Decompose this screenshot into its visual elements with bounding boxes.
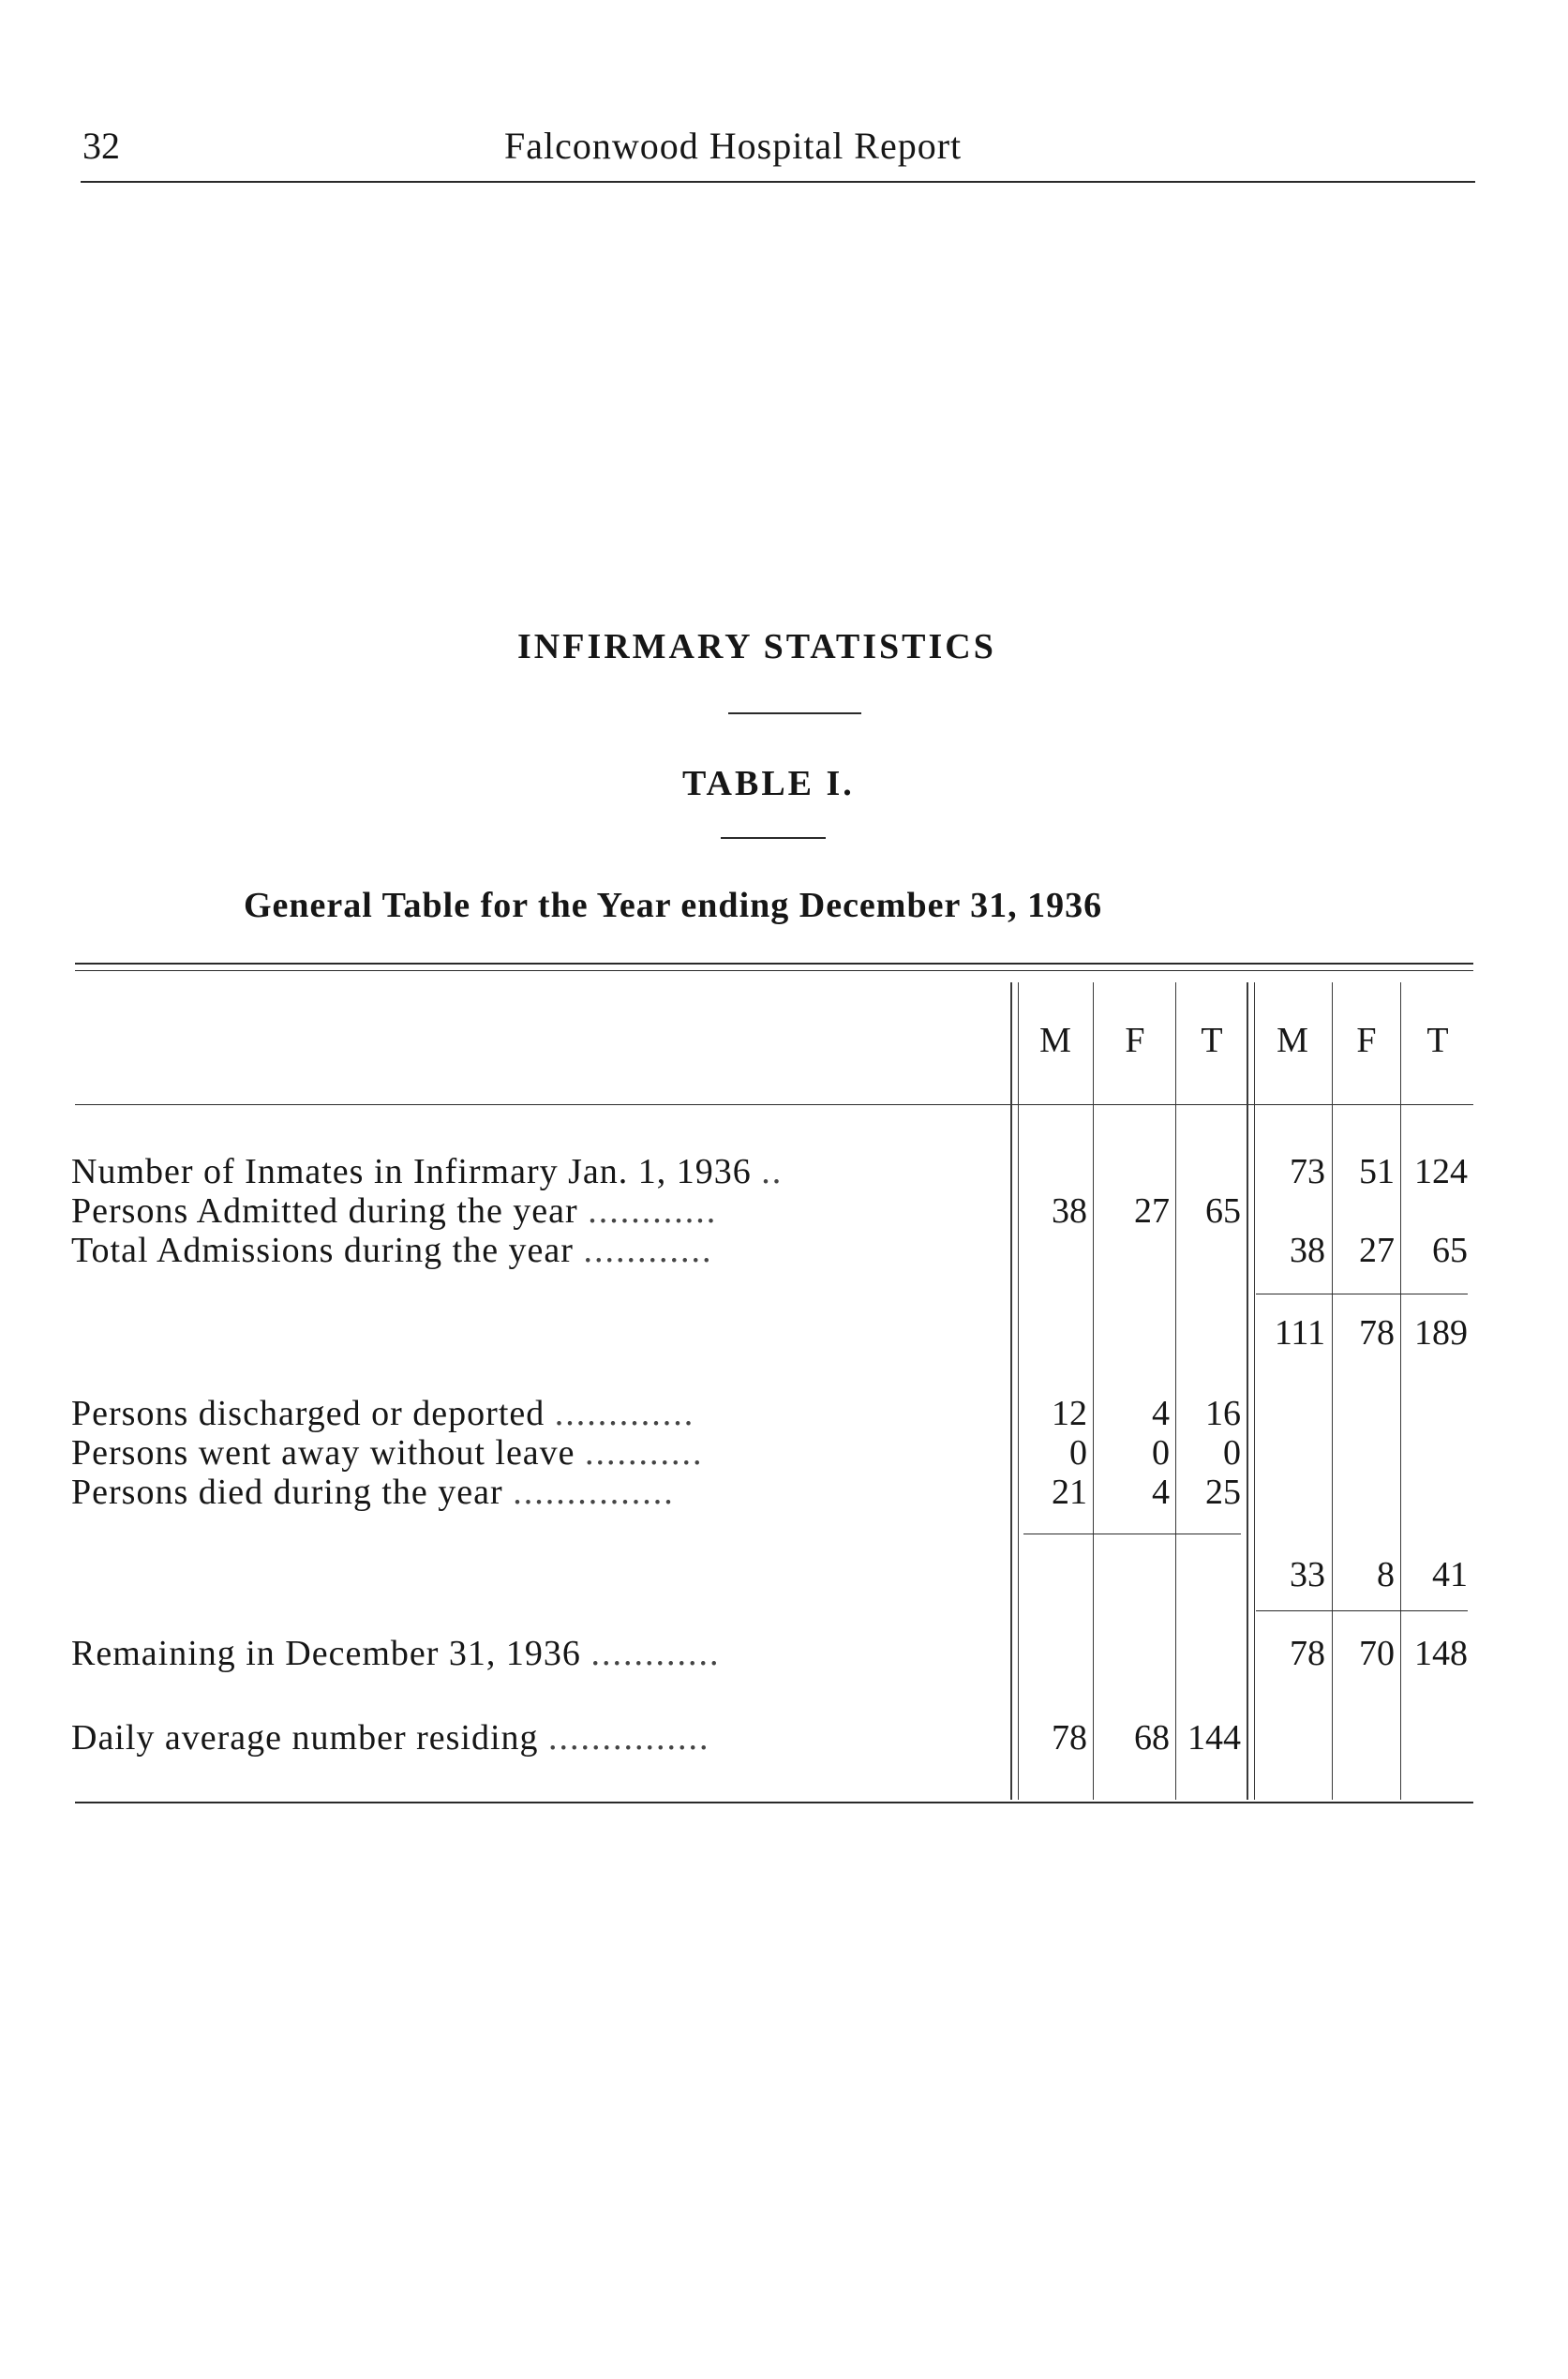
row-label-died — [71, 1472, 675, 1513]
row-label-text: Number of Inmates in Infirmary Jan. 1, 1936 — [71, 1152, 752, 1191]
column-header-m: M — [1039, 1021, 1071, 1060]
column-rule-m2-f2 — [1332, 982, 1333, 1800]
table-title: TABLE I. — [682, 764, 855, 803]
cell-inmates-t: 124 — [1414, 1152, 1468, 1191]
cell-remaining-f: 70 — [1359, 1634, 1395, 1673]
cell-admitted-m: 38 — [1052, 1191, 1087, 1231]
column-rule-f-t — [1175, 982, 1176, 1800]
table-bottom-rule — [75, 1802, 1473, 1803]
row-label-discharged — [71, 1393, 694, 1434]
cell-inmates-m: 73 — [1290, 1152, 1325, 1191]
row-label-text: Total Admissions during the year — [71, 1231, 574, 1270]
table-top-rule — [75, 963, 1473, 965]
leader-dots: ............ — [590, 1634, 721, 1673]
label-column-rule-double — [1018, 982, 1019, 1800]
cell-went-away-t: 0 — [1223, 1433, 1241, 1473]
section-title: INFIRMARY STATISTICS — [517, 627, 996, 666]
table-subtitle: General Table for the Year ending December 31, 1936 — [244, 886, 1103, 925]
running-title: Falconwood Hospital Report — [504, 125, 963, 167]
leader-dots: ............ — [588, 1191, 718, 1231]
cell-died-t: 25 — [1205, 1473, 1241, 1512]
column-header-m: M — [1277, 1021, 1308, 1060]
page-number: 32 — [82, 125, 120, 167]
header-bottom-rule — [75, 1104, 1473, 1105]
column-header-t: T — [1201, 1021, 1223, 1060]
cell-subtotal1-f: 78 — [1359, 1313, 1395, 1353]
cell-discharged-f: 4 — [1152, 1394, 1170, 1433]
title-rule-2 — [721, 837, 826, 839]
column-rule-m-f — [1093, 982, 1094, 1800]
column-rule-f2-t2 — [1400, 982, 1401, 1800]
header-rule — [81, 181, 1475, 183]
row-label-text: Remaining in December 31, 1936 — [71, 1634, 581, 1673]
row-label-remaining — [71, 1633, 720, 1674]
column-header-f: F — [1356, 1021, 1377, 1060]
row-label-text: Persons died during the year — [71, 1473, 503, 1512]
column-header-t: T — [1426, 1021, 1449, 1060]
cell-discharged-t: 16 — [1205, 1394, 1241, 1433]
cell-subtotal2-m: 33 — [1290, 1555, 1325, 1594]
row-label-inmates-jan — [71, 1151, 783, 1192]
row-label-total-admissions — [71, 1230, 712, 1271]
cell-inmates-f: 51 — [1359, 1152, 1395, 1191]
column-header-f: F — [1125, 1021, 1145, 1060]
cell-remaining-t: 148 — [1414, 1634, 1468, 1673]
cell-discharged-m: 12 — [1052, 1394, 1087, 1433]
row-label-text: Persons Admitted during the year — [71, 1191, 578, 1231]
leader-dots: ............. — [554, 1394, 695, 1433]
leader-dots: ............ — [583, 1231, 713, 1270]
cell-went-away-m: 0 — [1069, 1433, 1087, 1473]
cell-died-m: 21 — [1052, 1473, 1087, 1512]
cell-admitted-f: 27 — [1134, 1191, 1170, 1231]
cell-went-away-f: 0 — [1152, 1433, 1170, 1473]
subtotal-rule-3 — [1256, 1610, 1468, 1611]
row-label-admitted — [71, 1190, 717, 1232]
cell-daily-average-t: 144 — [1187, 1718, 1241, 1758]
cell-remaining-m: 78 — [1290, 1634, 1325, 1673]
title-rule-1 — [728, 712, 861, 714]
group-rule — [1247, 982, 1248, 1800]
label-column-rule — [1010, 982, 1012, 1800]
cell-subtotal1-t: 189 — [1414, 1313, 1468, 1353]
leader-dots: ............... — [548, 1718, 710, 1758]
cell-total-admissions-m: 38 — [1290, 1231, 1325, 1270]
cell-total-admissions-t: 65 — [1432, 1231, 1468, 1270]
leader-dots: ........... — [585, 1433, 704, 1473]
table-top-rule-double — [75, 970, 1473, 971]
cell-died-f: 4 — [1152, 1473, 1170, 1512]
row-label-daily-average — [71, 1717, 710, 1758]
cell-daily-average-m: 78 — [1052, 1718, 1087, 1758]
cell-subtotal2-f: 8 — [1377, 1555, 1395, 1594]
leader-dots: .. — [761, 1152, 784, 1191]
cell-subtotal1-m: 111 — [1274, 1313, 1325, 1353]
row-label-text: Daily average number residing — [71, 1718, 539, 1758]
cell-total-admissions-f: 27 — [1359, 1231, 1395, 1270]
group-rule-double — [1254, 982, 1255, 1800]
row-label-text: Persons discharged or deported — [71, 1394, 545, 1433]
cell-admitted-t: 65 — [1205, 1191, 1241, 1231]
row-label-text: Persons went away without leave — [71, 1433, 575, 1473]
row-label-went-away — [71, 1432, 704, 1474]
leader-dots: ............... — [513, 1473, 675, 1512]
cell-subtotal2-t: 41 — [1432, 1555, 1468, 1594]
cell-daily-average-f: 68 — [1134, 1718, 1170, 1758]
